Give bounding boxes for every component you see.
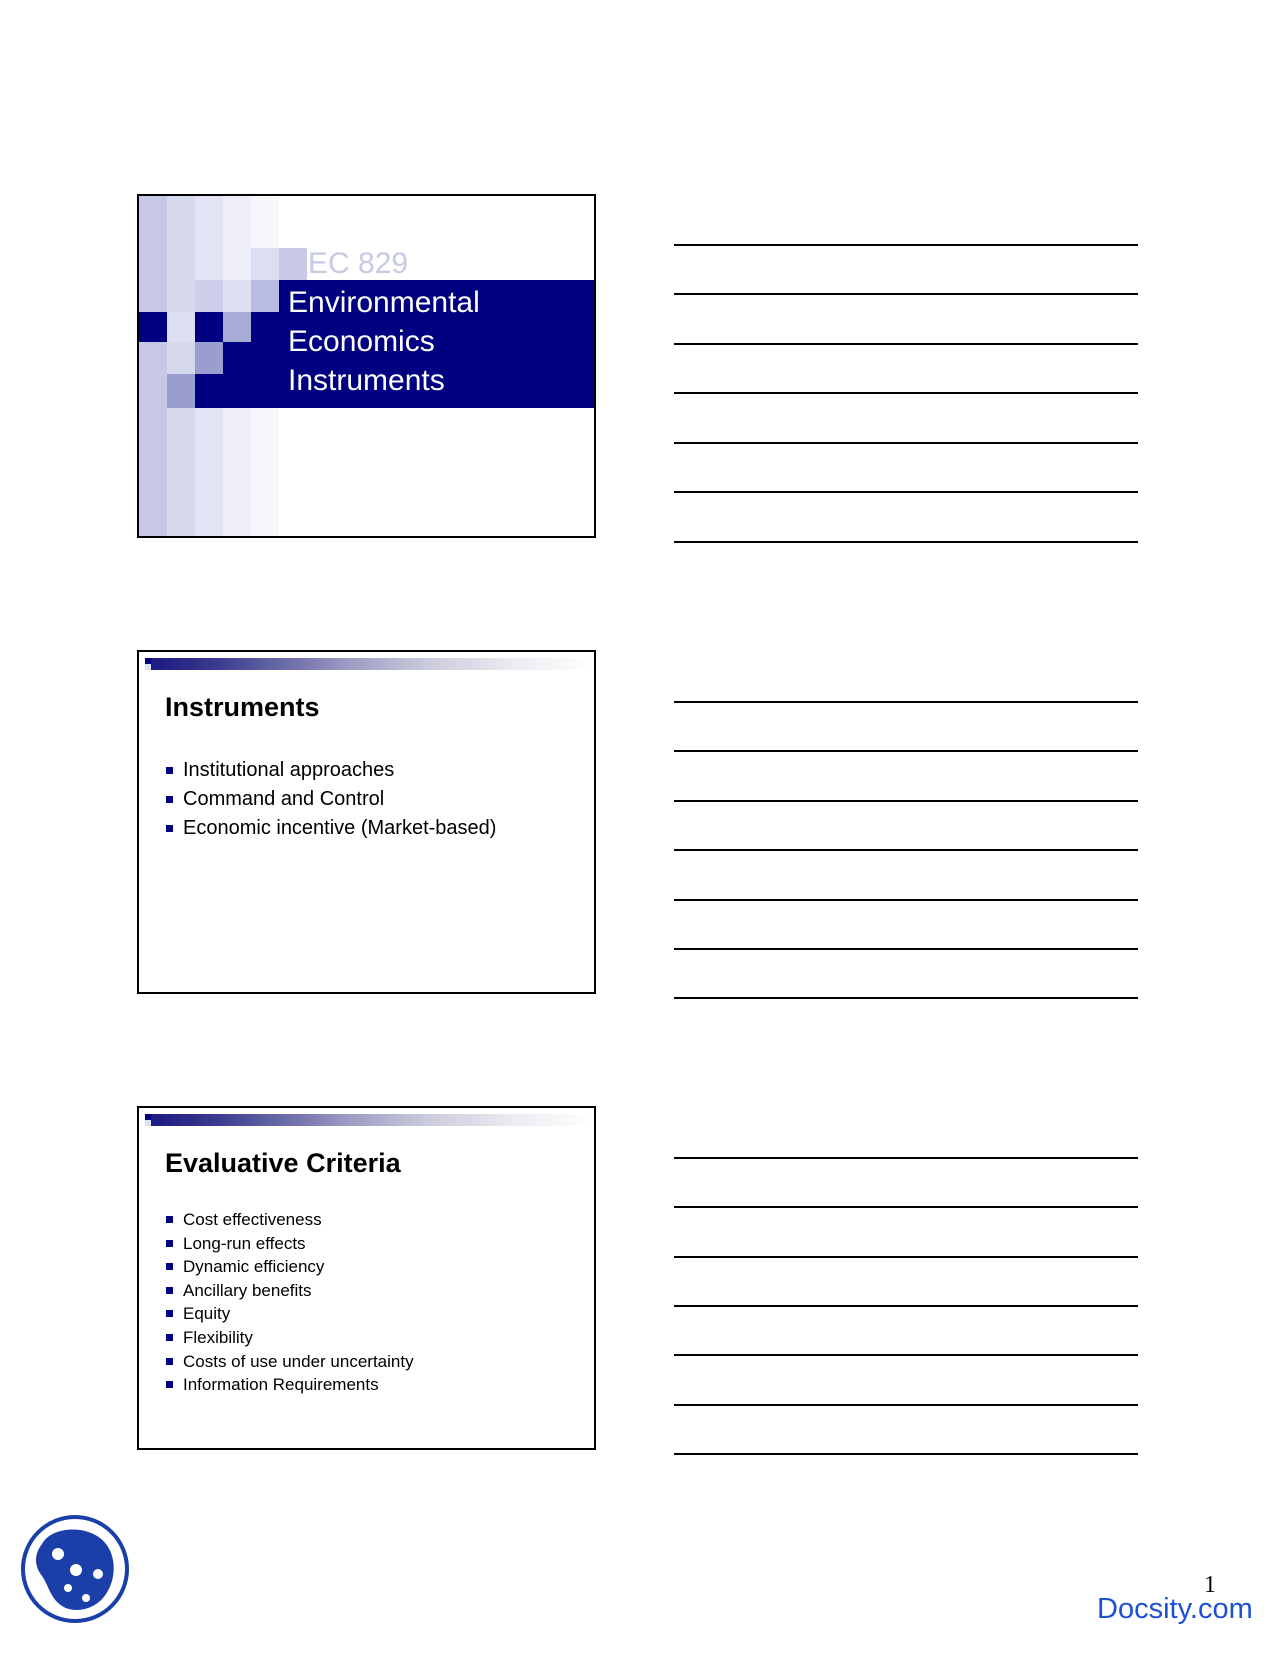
instruments-slide	[137, 650, 596, 994]
note-line	[674, 491, 1138, 493]
note-line	[674, 948, 1138, 950]
list-item: Equity	[165, 1302, 414, 1326]
list-item: Flexibility	[165, 1326, 414, 1350]
note-line	[674, 1206, 1138, 1208]
decor-square	[195, 280, 223, 312]
note-line	[674, 442, 1138, 444]
note-line	[674, 541, 1138, 543]
note-line	[674, 1404, 1138, 1406]
list-item: Institutional approaches	[165, 756, 496, 785]
list-item: Long-run effects	[165, 1232, 414, 1256]
bullet-list	[165, 756, 496, 843]
list-item: Command and Control	[165, 785, 496, 814]
note-line	[674, 343, 1138, 345]
list-item: Dynamic efficiency	[165, 1255, 414, 1279]
list-item: Information Requirements	[165, 1373, 414, 1397]
note-line	[674, 1305, 1138, 1307]
list-item: Ancillary benefits	[165, 1279, 414, 1303]
note-line	[674, 701, 1138, 703]
decor-square	[251, 248, 279, 280]
decor-square	[195, 342, 223, 374]
decor-square	[167, 374, 195, 408]
title-line: Economics	[288, 325, 435, 358]
note-line	[674, 1157, 1138, 1159]
note-line	[674, 899, 1138, 901]
list-item: Economic incentive (Market-based)	[165, 814, 496, 843]
title-text	[288, 244, 480, 400]
list-item: Cost effectiveness	[165, 1208, 414, 1232]
page-number: 1	[1204, 1572, 1216, 1598]
note-line	[674, 1453, 1138, 1455]
title-line: Environmental	[288, 286, 480, 319]
docsity-link[interactable]: Docsity.com	[1097, 1593, 1253, 1625]
decor-square	[223, 312, 251, 342]
note-line	[674, 800, 1138, 802]
evaluative-criteria-slide	[137, 1106, 596, 1450]
note-line	[674, 997, 1138, 999]
decor-square	[139, 312, 167, 342]
note-line	[674, 750, 1138, 752]
decor-square	[167, 196, 195, 538]
note-line	[674, 1354, 1138, 1356]
slide-heading: Evaluative Criteria	[165, 1148, 401, 1178]
course-code: AEC 829	[288, 247, 409, 280]
decor-square	[251, 280, 279, 312]
title-slide	[137, 194, 596, 538]
note-line	[674, 1256, 1138, 1258]
list-item: Costs of use under uncertainty	[165, 1350, 414, 1374]
note-line	[674, 244, 1138, 246]
header-strip	[151, 658, 591, 670]
note-line	[674, 392, 1138, 394]
note-line	[674, 849, 1138, 851]
decor-square	[167, 312, 195, 342]
decor-square	[139, 196, 167, 538]
docsity-logo-icon	[20, 1514, 130, 1624]
decor-square	[223, 280, 251, 312]
bullet-list	[165, 1208, 414, 1397]
header-strip	[151, 1114, 591, 1126]
slide-heading: Instruments	[165, 692, 320, 722]
note-line	[674, 293, 1138, 295]
title-line: Instruments	[288, 364, 445, 397]
